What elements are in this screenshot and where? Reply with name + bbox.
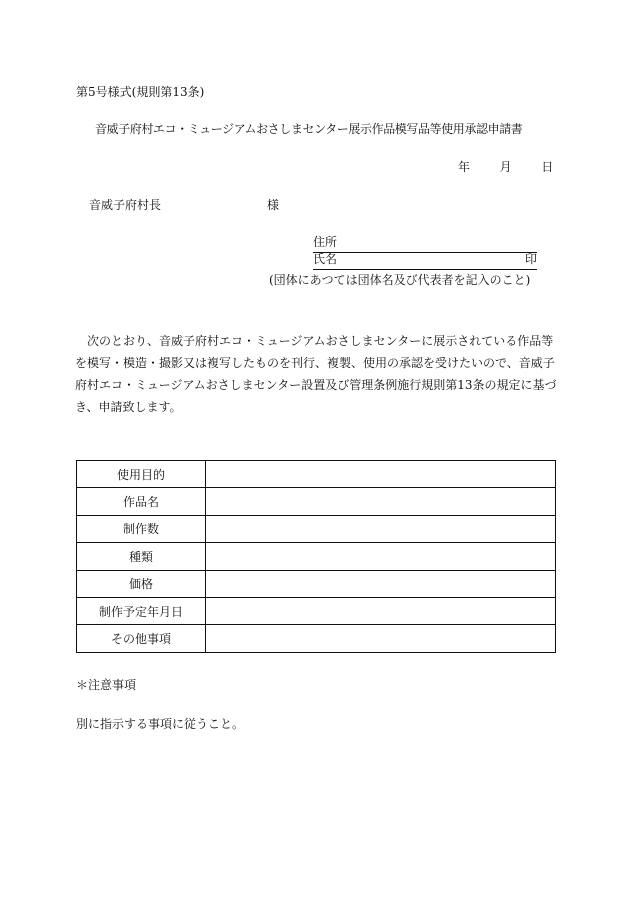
table-row <box>77 570 556 597</box>
document-title: 音威子府村エコ・ミュージアムおさしまセンター展示作品模写品等使用承認申請書 <box>95 122 523 136</box>
date-month: 月 <box>499 160 512 174</box>
row-label: 種類 <box>77 543 206 570</box>
caution-text: 別に指示する事項に従うこと。 <box>76 717 245 731</box>
name-label: 氏名 <box>313 252 338 266</box>
body-text: 次のとおり、音威子府村エコ・ミュージアムおさしまセンターに展示されている作品等を模写・模造・撮影又は複写したものを刊行、複製、使用の承認を受けたいので、音威子府村エコ・ミュージアムおさしまセンター設置及び管理条例施行規則第13条の規定に基づき、申請致します。 <box>75 334 557 414</box>
row-label: 制作数 <box>77 515 206 542</box>
table-row <box>77 625 556 652</box>
table-row <box>77 461 556 488</box>
name-field[interactable] <box>313 253 537 270</box>
row-value-cell[interactable] <box>206 625 556 652</box>
application-table <box>76 460 556 653</box>
row-label: 作品名 <box>77 488 206 515</box>
table-row <box>77 597 556 624</box>
row-value-cell[interactable] <box>206 597 556 624</box>
addressee: 音威子府村長 <box>89 198 162 212</box>
address-field[interactable] <box>313 236 537 253</box>
row-label: 使用目的 <box>77 461 206 488</box>
table-row <box>77 543 556 570</box>
row-label: 制作予定年月日 <box>77 597 206 624</box>
caution-heading: ＊注意事項 <box>76 678 137 692</box>
table-row <box>77 515 556 542</box>
row-value-cell[interactable] <box>206 488 556 515</box>
row-label: 価格 <box>77 570 206 597</box>
row-value-cell[interactable] <box>206 515 556 542</box>
applicant-note: (団体にあつては団体名及び代表者を記入のこと) <box>269 273 531 287</box>
date-year: 年 <box>458 160 471 174</box>
seal-mark: 印 <box>524 252 537 266</box>
form-number: 第5号様式(規則第13条) <box>76 85 205 99</box>
row-value-cell[interactable] <box>206 461 556 488</box>
table-row <box>77 488 556 515</box>
address-label: 住所 <box>313 235 338 249</box>
date-day: 日 <box>541 160 554 174</box>
honorific: 様 <box>267 198 280 212</box>
row-value-cell[interactable] <box>206 570 556 597</box>
row-label: その他事項 <box>77 625 206 652</box>
date-line <box>458 161 553 173</box>
row-value-cell[interactable] <box>206 543 556 570</box>
